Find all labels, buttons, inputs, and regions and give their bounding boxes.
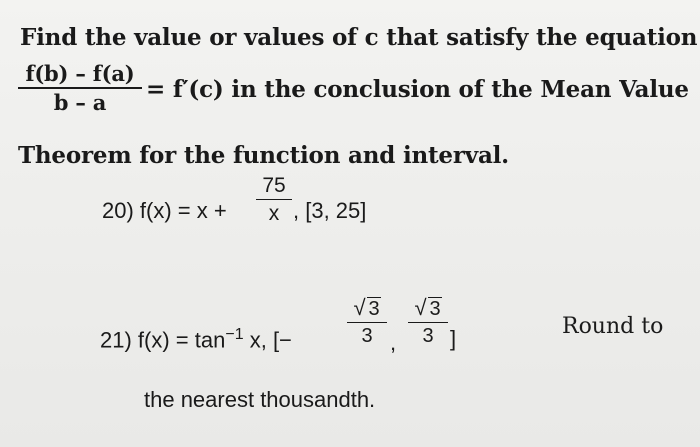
problem-21-var: x, [− bbox=[249, 327, 292, 353]
problem-21-closing-bracket: ] bbox=[450, 326, 457, 351]
problem-20-denominator: x bbox=[268, 202, 280, 226]
radical-icon: √ bbox=[414, 295, 427, 320]
mvt-fraction-bar bbox=[18, 87, 142, 89]
problem-21-upper-den: 3 bbox=[422, 325, 434, 347]
problem-21-exponent: −1 bbox=[225, 326, 244, 343]
instructions-line-1: Find the value or values of c that satisfy the equation bbox=[20, 24, 698, 51]
problem-21-comma: , bbox=[390, 330, 397, 355]
problem-20-numerator: 75 bbox=[262, 174, 286, 197]
problem-21-lower-den: 3 bbox=[361, 325, 373, 347]
problem-20-prefix: 20) f(x) = x + bbox=[102, 198, 227, 223]
nearest-thousandth-label: the nearest thousandth. bbox=[144, 387, 376, 412]
instructions-line-3: Theorem for the function and interval. bbox=[18, 142, 509, 169]
problem-20-fraction-bar bbox=[256, 199, 292, 200]
problem-20-fraction bbox=[256, 174, 292, 225]
problem-21-lower-bound bbox=[347, 295, 387, 347]
problem-21-upper-bar bbox=[408, 322, 448, 323]
problem-21-lower-radicand: 3 bbox=[368, 298, 380, 320]
problem-20-interval: , [3, 25] bbox=[293, 198, 367, 223]
problem-21-upper-radicand: 3 bbox=[429, 298, 441, 320]
problem-21-upper-bound bbox=[408, 295, 448, 347]
problem-21-prefix bbox=[100, 326, 292, 353]
problem-21-func: 21) f(x) = tan bbox=[100, 327, 226, 353]
problem-21-lower-num bbox=[347, 295, 387, 320]
mvt-fraction-denominator: b – a bbox=[53, 90, 107, 116]
problem-21-lower-bar bbox=[347, 322, 387, 323]
problem-21-upper-num bbox=[408, 295, 448, 320]
round-to-label: Round to bbox=[562, 314, 664, 339]
mvt-fraction-numerator: f(b) – f(a) bbox=[25, 61, 135, 86]
radical-icon: √ bbox=[353, 295, 366, 320]
mvt-fraction bbox=[18, 62, 142, 114]
instructions-line-2: = f′(c) in the conclusion of the Mean Value bbox=[146, 76, 689, 103]
